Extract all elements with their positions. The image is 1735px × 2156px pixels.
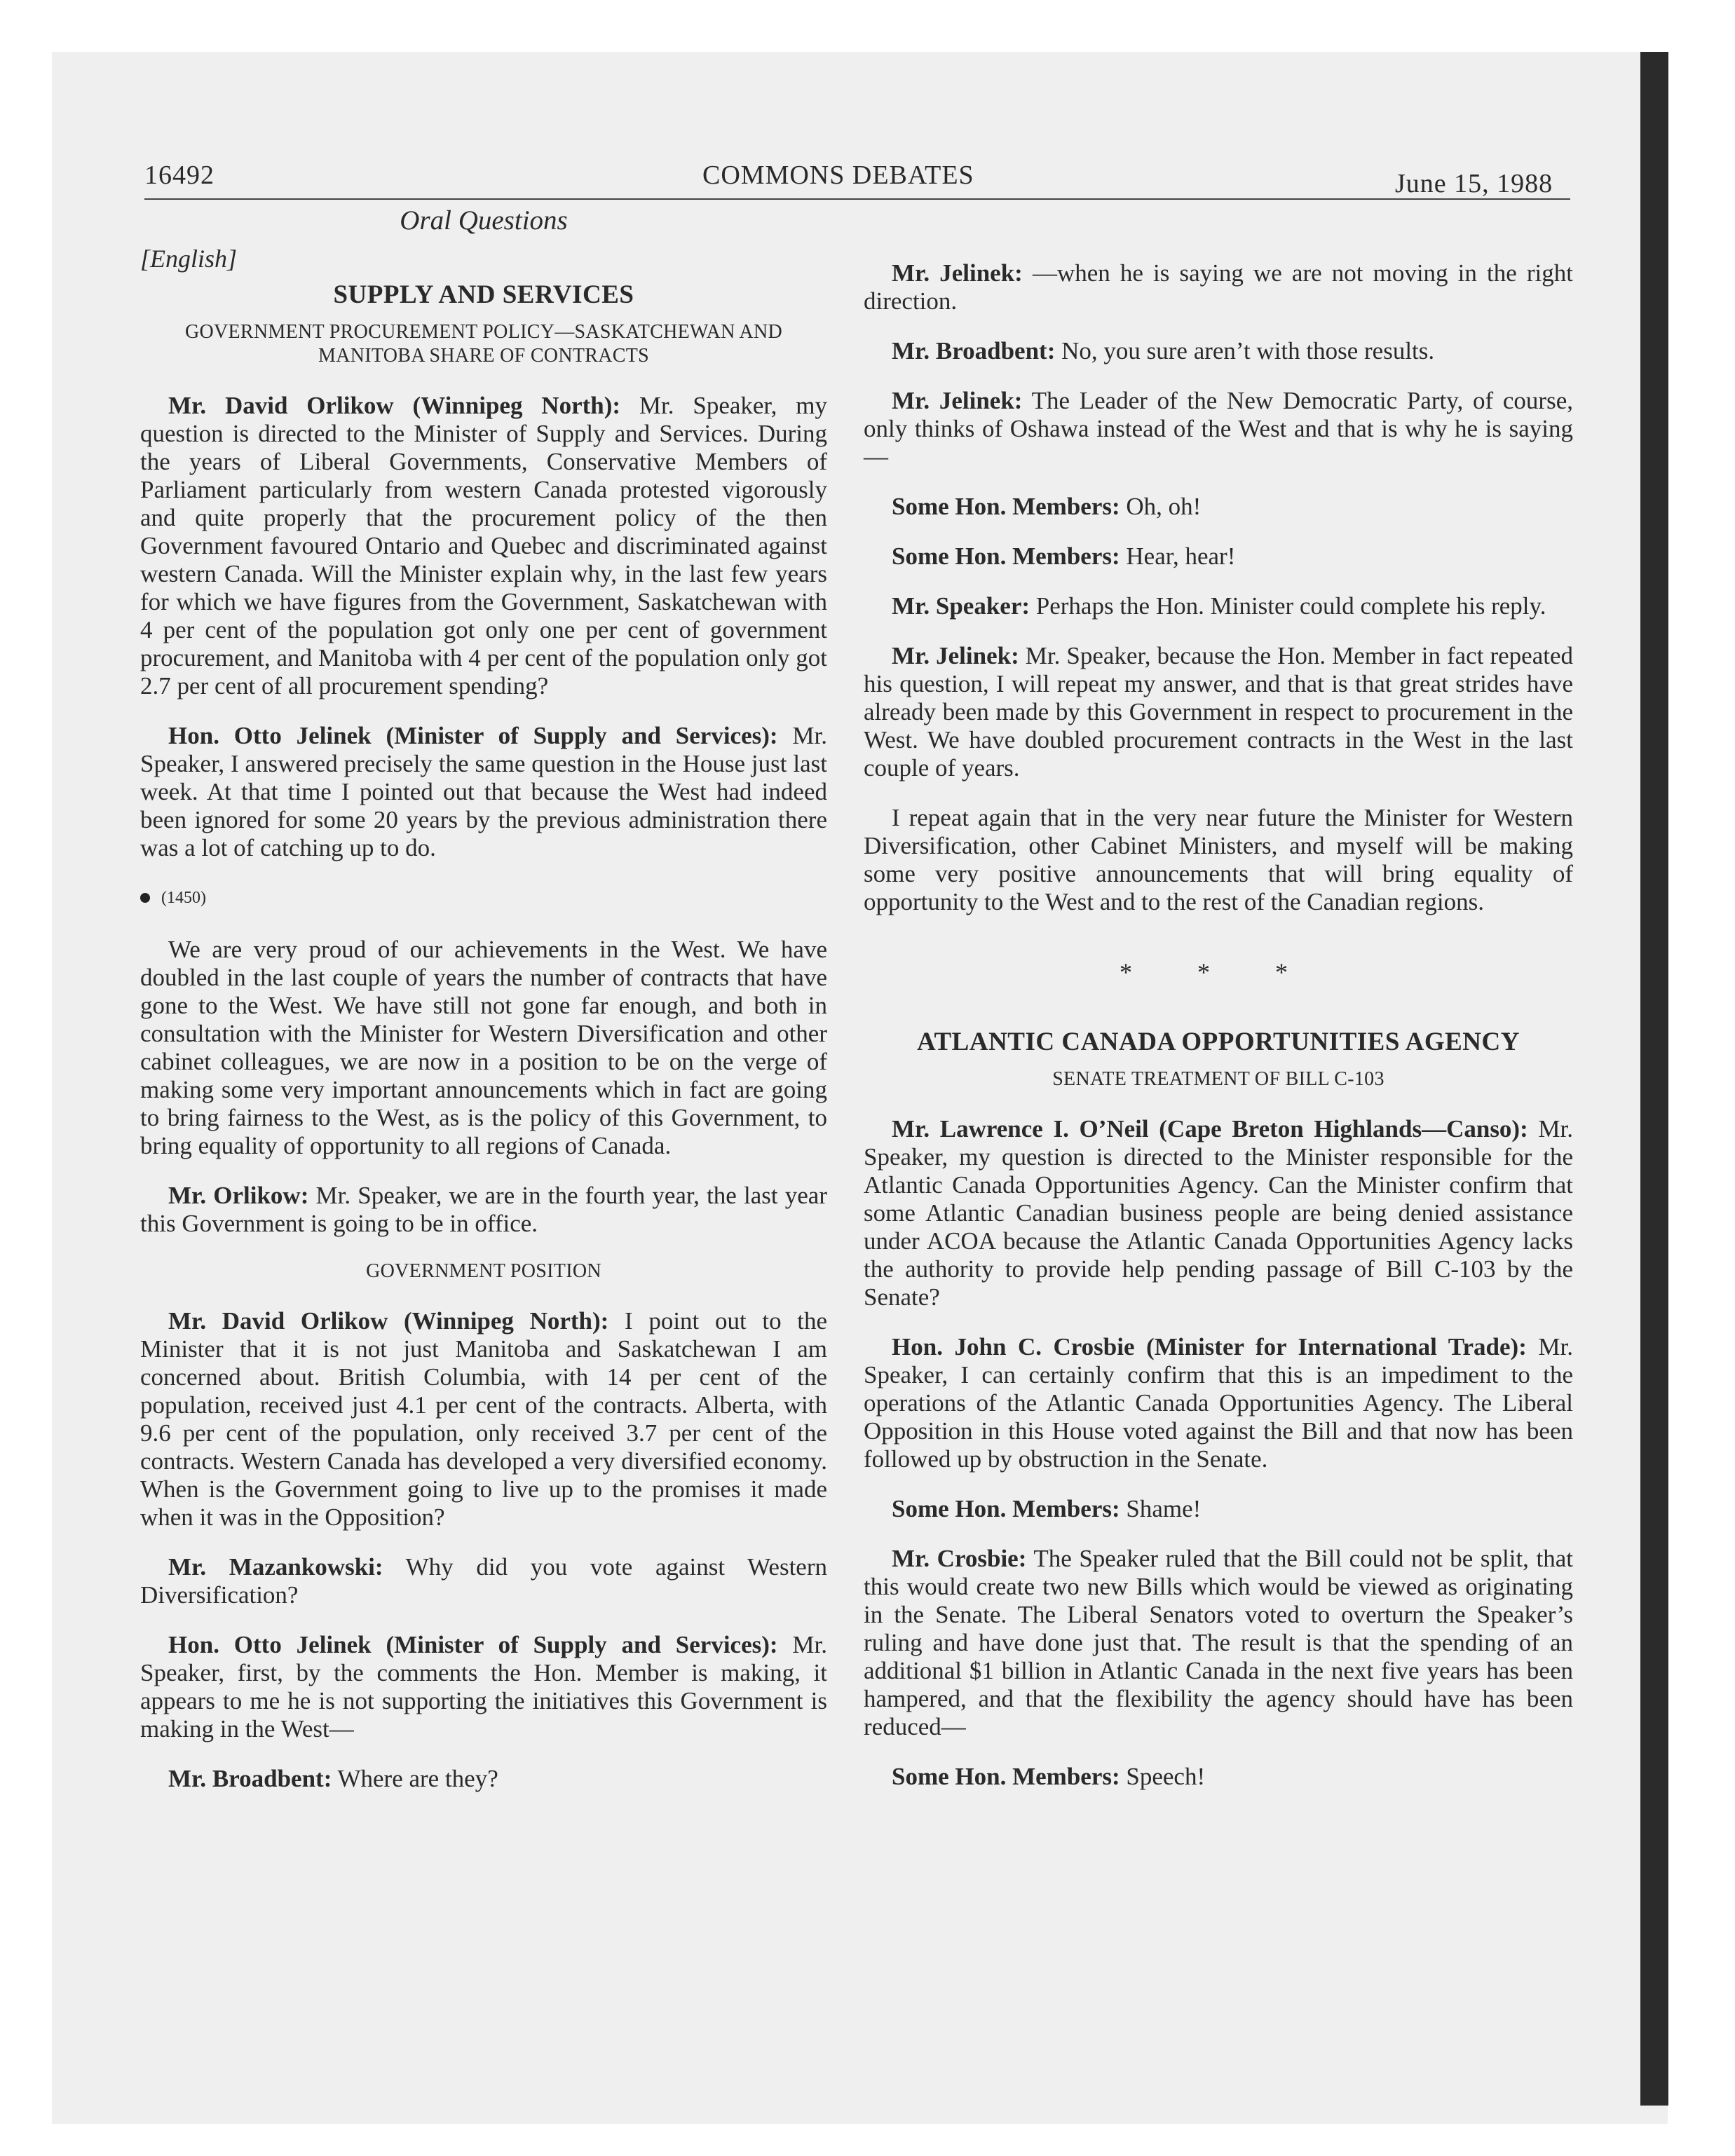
speech [864, 1763, 1573, 1791]
speech-text: Speech! [1120, 1763, 1206, 1790]
subtopic-heading: SENATE TREATMENT OF BILL C-103 [1052, 1068, 1384, 1090]
speech [864, 642, 1573, 782]
speech-text: Mr. Speaker, I can certainly confirm that this is an impediment to the operations of the Atlantic Canada Opportunities Agency. The Liberal Opposition in this House voted against the Bill and that now has been followed up by obstruction in the Senate. [864, 1333, 1573, 1473]
speech-text: Mr. Speaker, my question is directed to the Minister responsible for the Atlantic Canada Opportunities Agency. Can the Minister confirm that some Atlantic Canadian business people are being denied assistance under ACOA because the Atlantic Canada Opportunities Agency lacks the authority to provide help pending passage of Bill C-103 by the Senate? [864, 1115, 1573, 1311]
page-date: June 15, 1988 [1395, 169, 1553, 198]
topic-heading: SUPPLY AND SERVICES [333, 280, 634, 309]
speech [140, 1631, 827, 1743]
speech [140, 1553, 827, 1609]
speech-text: I point out to the Minister that it is not just Manitoba and Saskatchewan I am concerned about. British Columbia, with 14 per cent of the population, received just 4.1 per cent of the contracts. Alberta, with 9.6 per cent of the population, only received 3.7 per cent of the contracts. Western Canada has developed a very diversified economy. When is the Government going to live up to the promises it made when it was in the Opposition? [140, 1307, 827, 1531]
speaker-name: Mr. David Orlikow (Winnipeg North): [168, 392, 621, 419]
subtopic-heading: GOVERNMENT PROCUREMENT POLICY—SASKATCHEWAN AND MANITOBA SHARE OF CONTRACTS [184, 321, 783, 367]
time-marker-text: (1450) [161, 889, 206, 907]
speaker-name: Mr. Crosbie: [892, 1545, 1027, 1572]
speaker-name: Some Hon. Members: [892, 1495, 1120, 1522]
speech [140, 1765, 827, 1793]
speech [140, 722, 827, 862]
speaker-name: Some Hon. Members: [892, 543, 1120, 570]
speech [140, 1182, 827, 1238]
speech [864, 337, 1573, 365]
running-title: Oral Questions [400, 205, 568, 236]
speaker-name: Mr. Lawrence I. O’Neil (Cape Breton Highlands—Canso): [892, 1115, 1528, 1142]
speech [864, 1115, 1573, 1311]
speech [864, 592, 1573, 620]
speaker-name: Mr. Jelinek: [892, 642, 1019, 669]
speaker-name: Hon. Otto Jelinek (Minister of Supply and Services): [168, 722, 778, 749]
speaker-name: Some Hon. Members: [892, 1763, 1120, 1790]
speech-text: Why did you vote against Western Diversification? [140, 1553, 827, 1609]
speech-text: Perhaps the Hon. Minister could complete his reply. [1030, 592, 1546, 620]
speech-text: No, you sure aren’t with those results. [1055, 337, 1435, 364]
page-number: 16492 [144, 161, 215, 190]
speech [864, 1333, 1573, 1473]
speaker-name: Some Hon. Members: [892, 493, 1120, 520]
speech-text: The Leader of the New Democratic Party, of course, only thinks of Oshawa instead of the West and that is why he is saying— [864, 387, 1573, 470]
speech-text: Mr. Speaker, we are in the fourth year, the last year this Government is going to be in office. [140, 1182, 827, 1237]
paragraph: I repeat again that in the very near future the Minister for Western Diversification, other Cabinet Ministers, and myself will be making some very positive announcements that will bring equality of opportunity to the West and to the rest of the Canadian regions. [864, 804, 1573, 915]
speech [864, 1495, 1573, 1523]
speaker-name: Mr. Jelinek: [892, 259, 1023, 287]
speech-text: Mr. Speaker, first, by the comments the Hon. Member is making, it appears to me he is not supporting the initiatives this Government is making in the West— [140, 1631, 827, 1742]
speech-text: —when he is saying we are not moving in the right direction. [864, 259, 1573, 315]
page-edge-shadow [1640, 52, 1668, 2106]
publication-title: COMMONS DEBATES [702, 161, 974, 190]
speech-text: The Speaker ruled that the Bill could not be split, that this would create two new Bills which would be viewed as originating in the Senate. The Liberal Senators voted to overturn the Speaker’s ruling and have done just that. The result is that the spending of an additional $1 billion in Atlantic Canada in the next five years has been hampered, and that the flexibility the agency should have has been reduced— [864, 1545, 1573, 1740]
header-rule [144, 198, 1570, 200]
speech [140, 1307, 827, 1531]
topic-heading: ATLANTIC CANADA OPPORTUNITIES AGENCY [917, 1028, 1520, 1056]
speaker-name: Mr. Speaker: [892, 592, 1030, 620]
speech [864, 259, 1573, 315]
speaker-name: Hon. Otto Jelinek (Minister of Supply and Services): [168, 1631, 778, 1658]
time-marker [140, 884, 827, 912]
speech-text: Mr. Speaker, because the Hon. Member in fact repeated his question, I will repeat my answer, and that is that great strides have already been made by this Government in respect to procurement in the West. We have doubled procurement contracts in the West in the last couple of years. [864, 642, 1573, 782]
speaker-name: Mr. Broadbent: [892, 337, 1056, 364]
speaker-name: Mr. Jelinek: [892, 387, 1023, 414]
speech [140, 392, 827, 700]
speaker-name: Mr. David Orlikow (Winnipeg North): [168, 1307, 609, 1335]
paragraph: We are very proud of our achievements in the West. We have doubled in the last couple of years the number of contracts that have gone to the West. We have still not gone far enough, and both in consultation with the Minister for Western Diversification and other cabinet colleagues, we are now in a position to be on the verge of making some very important announcements which in fact are going to bring fairness to the West, as is the policy of this Government, to bring equality of opportunity to all regions of Canada. [140, 936, 827, 1159]
language-marker: [English] [140, 245, 238, 273]
bullet-icon [140, 893, 150, 903]
speech-text: Oh, oh! [1120, 493, 1202, 520]
speech [864, 387, 1573, 471]
speech [864, 543, 1573, 571]
speech-text: Mr. Speaker, my question is directed to the Minister of Supply and Services. During the years of Liberal Governments, Conservative Members of Parliament particularly from western Canada protested vigorously and quite properly that the procurement policy of the then Government favoured Ontario and Quebec and discriminated against western Canada. Will the Minister explain why, in the last few years for which we have figures from the Government, Saskatchewan with 4 per cent of the population got only one per cent of government procurement, and Manitoba with 4 per cent of the population only got 2.7 per cent of all procurement spending? [140, 392, 827, 700]
speech [864, 1545, 1573, 1741]
subtopic-heading: GOVERNMENT POSITION [366, 1260, 601, 1282]
section-separator: * * * [1120, 958, 1317, 986]
speech-text: Mr. Speaker, I answered precisely the same question in the House just last week. At that time I pointed out that because the West had indeed been ignored for some 20 years by the previous administration there was a lot of catching up to do. [140, 722, 827, 861]
speech-text: Hear, hear! [1120, 543, 1236, 570]
speaker-name: Mr. Broadbent: [168, 1765, 332, 1792]
speaker-name: Hon. John C. Crosbie (Minister for International Trade): [892, 1333, 1527, 1360]
speaker-name: Mr. Orlikow: [168, 1182, 309, 1209]
left-column [140, 207, 827, 1815]
speech [864, 493, 1573, 521]
speech-text: Where are they? [332, 1765, 498, 1792]
right-column [864, 259, 1573, 1813]
speaker-name: Mr. Mazankowski: [168, 1553, 383, 1581]
speech-text: Shame! [1120, 1495, 1202, 1522]
